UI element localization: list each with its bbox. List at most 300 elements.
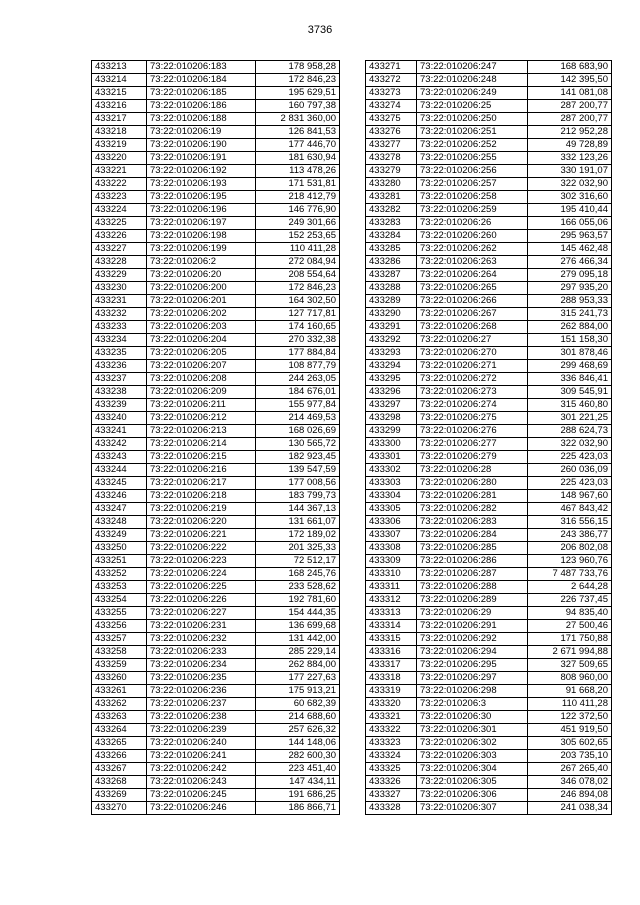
cadastral-value-cell: 257 626,32 [256, 724, 340, 737]
table-row [92, 581, 340, 594]
cadastral-value-cell: 168 245,76 [256, 568, 340, 581]
cadastral-table-left [91, 60, 340, 815]
table-row [92, 126, 340, 139]
record-number-cell: 433246 [92, 490, 147, 503]
table-row [92, 204, 340, 217]
table-row [366, 399, 612, 412]
table-row [92, 113, 340, 126]
record-number-cell: 433214 [92, 74, 147, 87]
cadastral-value-cell: 288 953,33 [528, 295, 612, 308]
cadastral-number-cell: 73:22:010206:218 [147, 490, 256, 503]
record-number-cell: 433283 [366, 217, 417, 230]
record-number-cell: 433292 [366, 334, 417, 347]
table-row [366, 126, 612, 139]
record-number-cell: 433282 [366, 204, 417, 217]
cadastral-value-cell: 244 263,05 [256, 373, 340, 386]
cadastral-value-cell: 233 528,62 [256, 581, 340, 594]
cadastral-number-cell: 73:22:010206:209 [147, 386, 256, 399]
cadastral-value-cell: 27 500,46 [528, 620, 612, 633]
table-row [366, 529, 612, 542]
cadastral-number-cell: 73:22:010206:274 [417, 399, 528, 412]
cadastral-value-cell: 152 253,65 [256, 230, 340, 243]
cadastral-value-cell: 177 446,70 [256, 139, 340, 152]
cadastral-number-cell: 73:22:010206:208 [147, 373, 256, 386]
cadastral-value-cell: 301 221,25 [528, 412, 612, 425]
cadastral-value-cell: 203 735,10 [528, 750, 612, 763]
cadastral-number-cell: 73:22:010206:204 [147, 334, 256, 347]
table-row [366, 568, 612, 581]
cadastral-value-cell: 305 602,65 [528, 737, 612, 750]
table-row [92, 243, 340, 256]
cadastral-number-cell: 73:22:010206:247 [417, 61, 528, 74]
table-row [366, 178, 612, 191]
table-row [366, 425, 612, 438]
table-row [92, 672, 340, 685]
cadastral-number-cell: 73:22:010206:231 [147, 620, 256, 633]
cadastral-value-cell: 226 737,45 [528, 594, 612, 607]
cadastral-value-cell: 177 008,56 [256, 477, 340, 490]
table-row [92, 516, 340, 529]
record-number-cell: 433217 [92, 113, 147, 126]
record-number-cell: 433266 [92, 750, 147, 763]
cadastral-value-cell: 214 469,53 [256, 412, 340, 425]
cadastral-number-cell: 73:22:010206:255 [417, 152, 528, 165]
record-number-cell: 433255 [92, 607, 147, 620]
cadastral-number-cell: 73:22:010206:273 [417, 386, 528, 399]
cadastral-number-cell: 73:22:010206:275 [417, 412, 528, 425]
cadastral-number-cell: 73:22:010206:301 [417, 724, 528, 737]
record-number-cell: 433297 [366, 399, 417, 412]
table-row [92, 464, 340, 477]
table-row [366, 204, 612, 217]
table-row [92, 620, 340, 633]
record-number-cell: 433295 [366, 373, 417, 386]
cadastral-value-cell: 223 451,40 [256, 763, 340, 776]
cadastral-value-cell: 186 866,71 [256, 802, 340, 815]
record-number-cell: 433223 [92, 191, 147, 204]
cadastral-number-cell: 73:22:010206:259 [417, 204, 528, 217]
cadastral-value-cell: 49 728,89 [528, 139, 612, 152]
cadastral-number-cell: 73:22:010206:222 [147, 542, 256, 555]
cadastral-value-cell: 166 055,06 [528, 217, 612, 230]
table-row [92, 776, 340, 789]
table-row [366, 789, 612, 802]
cadastral-value-cell: 171 531,81 [256, 178, 340, 191]
table-row [92, 763, 340, 776]
cadastral-number-cell: 73:22:010206:185 [147, 87, 256, 100]
cadastral-value-cell: 131 661,07 [256, 516, 340, 529]
cadastral-number-cell: 73:22:010206:183 [147, 61, 256, 74]
table-row [366, 256, 612, 269]
table-row [92, 438, 340, 451]
cadastral-number-cell: 73:22:010206:306 [417, 789, 528, 802]
cadastral-number-cell: 73:22:010206:225 [147, 581, 256, 594]
cadastral-number-cell: 73:22:010206:248 [417, 74, 528, 87]
record-number-cell: 433276 [366, 126, 417, 139]
table-row [92, 711, 340, 724]
cadastral-number-cell: 73:22:010206:2 [147, 256, 256, 269]
cadastral-number-cell: 73:22:010206:246 [147, 802, 256, 815]
cadastral-number-cell: 73:22:010206:199 [147, 243, 256, 256]
cadastral-number-cell: 73:22:010206:205 [147, 347, 256, 360]
cadastral-number-cell: 73:22:010206:192 [147, 165, 256, 178]
record-number-cell: 433310 [366, 568, 417, 581]
record-number-cell: 433323 [366, 737, 417, 750]
record-number-cell: 433238 [92, 386, 147, 399]
table-row [92, 724, 340, 737]
record-number-cell: 433285 [366, 243, 417, 256]
cadastral-value-cell: 195 629,51 [256, 87, 340, 100]
cadastral-number-cell: 73:22:010206:236 [147, 685, 256, 698]
cadastral-value-cell: 288 624,73 [528, 425, 612, 438]
cadastral-number-cell: 73:22:010206:264 [417, 269, 528, 282]
cadastral-number-cell: 73:22:010206:284 [417, 529, 528, 542]
record-number-cell: 433218 [92, 126, 147, 139]
record-number-cell: 433322 [366, 724, 417, 737]
cadastral-number-cell: 73:22:010206:20 [147, 269, 256, 282]
table-row [92, 165, 340, 178]
cadastral-number-cell: 73:22:010206:238 [147, 711, 256, 724]
table-row [366, 802, 612, 815]
record-number-cell: 433301 [366, 451, 417, 464]
table-row [366, 386, 612, 399]
table-row [92, 737, 340, 750]
record-number-cell: 433229 [92, 269, 147, 282]
record-number-cell: 433230 [92, 282, 147, 295]
table-row [366, 269, 612, 282]
cadastral-value-cell: 262 884,00 [256, 659, 340, 672]
table-row [366, 685, 612, 698]
cadastral-number-cell: 73:22:010206:239 [147, 724, 256, 737]
cadastral-value-cell: 272 084,94 [256, 256, 340, 269]
record-number-cell: 433305 [366, 503, 417, 516]
cadastral-number-cell: 73:22:010206:265 [417, 282, 528, 295]
cadastral-value-cell: 144 148,06 [256, 737, 340, 750]
cadastral-number-cell: 73:22:010206:224 [147, 568, 256, 581]
cadastral-value-cell: 249 301,66 [256, 217, 340, 230]
table-row [366, 750, 612, 763]
record-number-cell: 433213 [92, 61, 147, 74]
record-number-cell: 433275 [366, 113, 417, 126]
record-number-cell: 433249 [92, 529, 147, 542]
cadastral-value-cell: 282 600,30 [256, 750, 340, 763]
cadastral-number-cell: 73:22:010206:213 [147, 425, 256, 438]
cadastral-number-cell: 73:22:010206:298 [417, 685, 528, 698]
table-row [92, 633, 340, 646]
cadastral-value-cell: 287 200,77 [528, 100, 612, 113]
record-number-cell: 433244 [92, 464, 147, 477]
record-number-cell: 433248 [92, 516, 147, 529]
cadastral-number-cell: 73:22:010206:195 [147, 191, 256, 204]
record-number-cell: 433279 [366, 165, 417, 178]
table-row [366, 334, 612, 347]
cadastral-value-cell: 2 644,28 [528, 581, 612, 594]
cadastral-value-cell: 299 468,69 [528, 360, 612, 373]
cadastral-value-cell: 192 781,60 [256, 594, 340, 607]
cadastral-value-cell: 146 776,90 [256, 204, 340, 217]
cadastral-number-cell: 73:22:010206:27 [417, 334, 528, 347]
cadastral-value-cell: 91 668,20 [528, 685, 612, 698]
table-row [92, 269, 340, 282]
cadastral-number-cell: 73:22:010206:260 [417, 230, 528, 243]
record-number-cell: 433254 [92, 594, 147, 607]
cadastral-value-cell: 110 411,28 [256, 243, 340, 256]
table-row [92, 217, 340, 230]
table-row [366, 763, 612, 776]
cadastral-number-cell: 73:22:010206:214 [147, 438, 256, 451]
table-row [366, 321, 612, 334]
cadastral-number-cell: 73:22:010206:198 [147, 230, 256, 243]
cadastral-number-cell: 73:22:010206:282 [417, 503, 528, 516]
cadastral-value-cell: 346 078,02 [528, 776, 612, 789]
cadastral-number-cell: 73:22:010206:221 [147, 529, 256, 542]
cadastral-number-cell: 73:22:010206:291 [417, 620, 528, 633]
record-number-cell: 433242 [92, 438, 147, 451]
cadastral-value-cell: 241 038,34 [528, 802, 612, 815]
cadastral-number-cell: 73:22:010206:197 [147, 217, 256, 230]
cadastral-number-cell: 73:22:010206:203 [147, 321, 256, 334]
record-number-cell: 433309 [366, 555, 417, 568]
cadastral-value-cell: 182 923,45 [256, 451, 340, 464]
record-number-cell: 433256 [92, 620, 147, 633]
cadastral-value-cell: 168 683,90 [528, 61, 612, 74]
cadastral-number-cell: 73:22:010206:240 [147, 737, 256, 750]
table-row [366, 724, 612, 737]
record-number-cell: 433296 [366, 386, 417, 399]
record-number-cell: 433300 [366, 438, 417, 451]
record-number-cell: 433257 [92, 633, 147, 646]
table-row [92, 503, 340, 516]
table-row [92, 685, 340, 698]
cadastral-value-cell: 139 547,59 [256, 464, 340, 477]
cadastral-number-cell: 73:22:010206:202 [147, 308, 256, 321]
table-row [366, 607, 612, 620]
table-row [92, 555, 340, 568]
record-number-cell: 433240 [92, 412, 147, 425]
table-row [92, 750, 340, 763]
table-row [92, 529, 340, 542]
record-number-cell: 433239 [92, 399, 147, 412]
record-number-cell: 433289 [366, 295, 417, 308]
table-row [366, 594, 612, 607]
cadastral-value-cell: 177 227,63 [256, 672, 340, 685]
record-number-cell: 433247 [92, 503, 147, 516]
record-number-cell: 433243 [92, 451, 147, 464]
cadastral-value-cell: 160 797,38 [256, 100, 340, 113]
cadastral-value-cell: 267 265,40 [528, 763, 612, 776]
record-number-cell: 433245 [92, 477, 147, 490]
table-row [366, 139, 612, 152]
cadastral-value-cell: 177 884,84 [256, 347, 340, 360]
record-number-cell: 433317 [366, 659, 417, 672]
table-row [366, 672, 612, 685]
table-row [366, 230, 612, 243]
table-row [92, 152, 340, 165]
table-row [92, 789, 340, 802]
cadastral-number-cell: 73:22:010206:186 [147, 100, 256, 113]
cadastral-value-cell: 297 935,20 [528, 282, 612, 295]
cadastral-value-cell: 316 556,15 [528, 516, 612, 529]
cadastral-value-cell: 315 460,80 [528, 399, 612, 412]
record-number-cell: 433324 [366, 750, 417, 763]
cadastral-number-cell: 73:22:010206:184 [147, 74, 256, 87]
cadastral-number-cell: 73:22:010206:220 [147, 516, 256, 529]
cadastral-value-cell: 172 846,23 [256, 74, 340, 87]
table-row [366, 295, 612, 308]
table-row [92, 373, 340, 386]
cadastral-number-cell: 73:22:010206:196 [147, 204, 256, 217]
cadastral-value-cell: 108 877,79 [256, 360, 340, 373]
table-row [366, 542, 612, 555]
table-row [92, 386, 340, 399]
cadastral-value-cell: 136 699,68 [256, 620, 340, 633]
cadastral-number-cell: 73:22:010206:294 [417, 646, 528, 659]
cadastral-number-cell: 73:22:010206:302 [417, 737, 528, 750]
record-number-cell: 433273 [366, 87, 417, 100]
table-row [92, 295, 340, 308]
cadastral-value-cell: 130 565,72 [256, 438, 340, 451]
cadastral-number-cell: 73:22:010206:252 [417, 139, 528, 152]
table-row [366, 633, 612, 646]
table-row [92, 100, 340, 113]
record-number-cell: 433216 [92, 100, 147, 113]
cadastral-number-cell: 73:22:010206:249 [417, 87, 528, 100]
cadastral-value-cell: 808 960,00 [528, 672, 612, 685]
cadastral-value-cell: 154 444,35 [256, 607, 340, 620]
cadastral-number-cell: 73:22:010206:307 [417, 802, 528, 815]
cadastral-value-cell: 262 884,00 [528, 321, 612, 334]
record-number-cell: 433258 [92, 646, 147, 659]
record-number-cell: 433325 [366, 763, 417, 776]
record-number-cell: 433326 [366, 776, 417, 789]
table-row [366, 360, 612, 373]
table-row [366, 659, 612, 672]
table-row [92, 594, 340, 607]
record-number-cell: 433298 [366, 412, 417, 425]
cadastral-value-cell: 72 512,17 [256, 555, 340, 568]
cadastral-value-cell: 164 302,50 [256, 295, 340, 308]
cadastral-number-cell: 73:22:010206:241 [147, 750, 256, 763]
table-row [366, 451, 612, 464]
cadastral-value-cell: 467 843,42 [528, 503, 612, 516]
record-number-cell: 433219 [92, 139, 147, 152]
cadastral-number-cell: 73:22:010206:212 [147, 412, 256, 425]
record-number-cell: 433294 [366, 360, 417, 373]
cadastral-number-cell: 73:22:010206:256 [417, 165, 528, 178]
table-row [366, 412, 612, 425]
table-row [366, 464, 612, 477]
cadastral-value-cell: 276 466,34 [528, 256, 612, 269]
record-number-cell: 433314 [366, 620, 417, 633]
cadastral-number-cell: 73:22:010206:277 [417, 438, 528, 451]
cadastral-value-cell: 113 478,26 [256, 165, 340, 178]
table-row [92, 321, 340, 334]
cadastral-value-cell: 260 036,09 [528, 464, 612, 477]
cadastral-value-cell: 243 386,77 [528, 529, 612, 542]
table-row [92, 425, 340, 438]
cadastral-value-cell: 7 487 733,76 [528, 568, 612, 581]
record-number-cell: 433265 [92, 737, 147, 750]
cadastral-value-cell: 270 332,38 [256, 334, 340, 347]
table-row [366, 373, 612, 386]
record-number-cell: 433263 [92, 711, 147, 724]
table-row [92, 178, 340, 191]
record-number-cell: 433304 [366, 490, 417, 503]
cadastral-number-cell: 73:22:010206:219 [147, 503, 256, 516]
record-number-cell: 433277 [366, 139, 417, 152]
cadastral-number-cell: 73:22:010206:234 [147, 659, 256, 672]
cadastral-number-cell: 73:22:010206:305 [417, 776, 528, 789]
table-row [366, 87, 612, 100]
cadastral-value-cell: 151 158,30 [528, 334, 612, 347]
cadastral-number-cell: 73:22:010206:211 [147, 399, 256, 412]
table-row [366, 165, 612, 178]
table-row [366, 737, 612, 750]
table-row [92, 230, 340, 243]
record-number-cell: 433274 [366, 100, 417, 113]
cadastral-number-cell: 73:22:010206:297 [417, 672, 528, 685]
cadastral-value-cell: 212 952,28 [528, 126, 612, 139]
table-row [366, 74, 612, 87]
record-number-cell: 433226 [92, 230, 147, 243]
table-row [366, 243, 612, 256]
cadastral-number-cell: 73:22:010206:266 [417, 295, 528, 308]
record-number-cell: 433271 [366, 61, 417, 74]
table-row [366, 503, 612, 516]
cadastral-number-cell: 73:22:010206:270 [417, 347, 528, 360]
record-number-cell: 433288 [366, 282, 417, 295]
cadastral-value-cell: 332 123,26 [528, 152, 612, 165]
cadastral-number-cell: 73:22:010206:276 [417, 425, 528, 438]
record-number-cell: 433327 [366, 789, 417, 802]
table-row [92, 659, 340, 672]
cadastral-table-right [365, 60, 612, 815]
cadastral-number-cell: 73:22:010206:237 [147, 698, 256, 711]
cadastral-value-cell: 225 423,03 [528, 451, 612, 464]
cadastral-value-cell: 315 241,73 [528, 308, 612, 321]
cadastral-value-cell: 148 967,60 [528, 490, 612, 503]
record-number-cell: 433306 [366, 516, 417, 529]
cadastral-number-cell: 73:22:010206:3 [417, 698, 528, 711]
record-number-cell: 433220 [92, 152, 147, 165]
cadastral-number-cell: 73:22:010206:280 [417, 477, 528, 490]
cadastral-value-cell: 178 958,28 [256, 61, 340, 74]
cadastral-value-cell: 214 688,60 [256, 711, 340, 724]
cadastral-value-cell: 123 960,76 [528, 555, 612, 568]
cadastral-number-cell: 73:22:010206:304 [417, 763, 528, 776]
cadastral-number-cell: 73:22:010206:263 [417, 256, 528, 269]
record-number-cell: 433302 [366, 464, 417, 477]
cadastral-number-cell: 73:22:010206:279 [417, 451, 528, 464]
record-number-cell: 433222 [92, 178, 147, 191]
record-number-cell: 433224 [92, 204, 147, 217]
cadastral-number-cell: 73:22:010206:262 [417, 243, 528, 256]
cadastral-value-cell: 60 682,39 [256, 698, 340, 711]
cadastral-number-cell: 73:22:010206:227 [147, 607, 256, 620]
cadastral-value-cell: 126 841,53 [256, 126, 340, 139]
cadastral-value-cell: 327 509,65 [528, 659, 612, 672]
cadastral-value-cell: 131 442,00 [256, 633, 340, 646]
record-number-cell: 433318 [366, 672, 417, 685]
record-number-cell: 433319 [366, 685, 417, 698]
table-row [92, 308, 340, 321]
record-number-cell: 433235 [92, 347, 147, 360]
cadastral-value-cell: 94 835,40 [528, 607, 612, 620]
record-number-cell: 433227 [92, 243, 147, 256]
cadastral-value-cell: 336 846,41 [528, 373, 612, 386]
table-row [366, 477, 612, 490]
table-row [366, 61, 612, 74]
